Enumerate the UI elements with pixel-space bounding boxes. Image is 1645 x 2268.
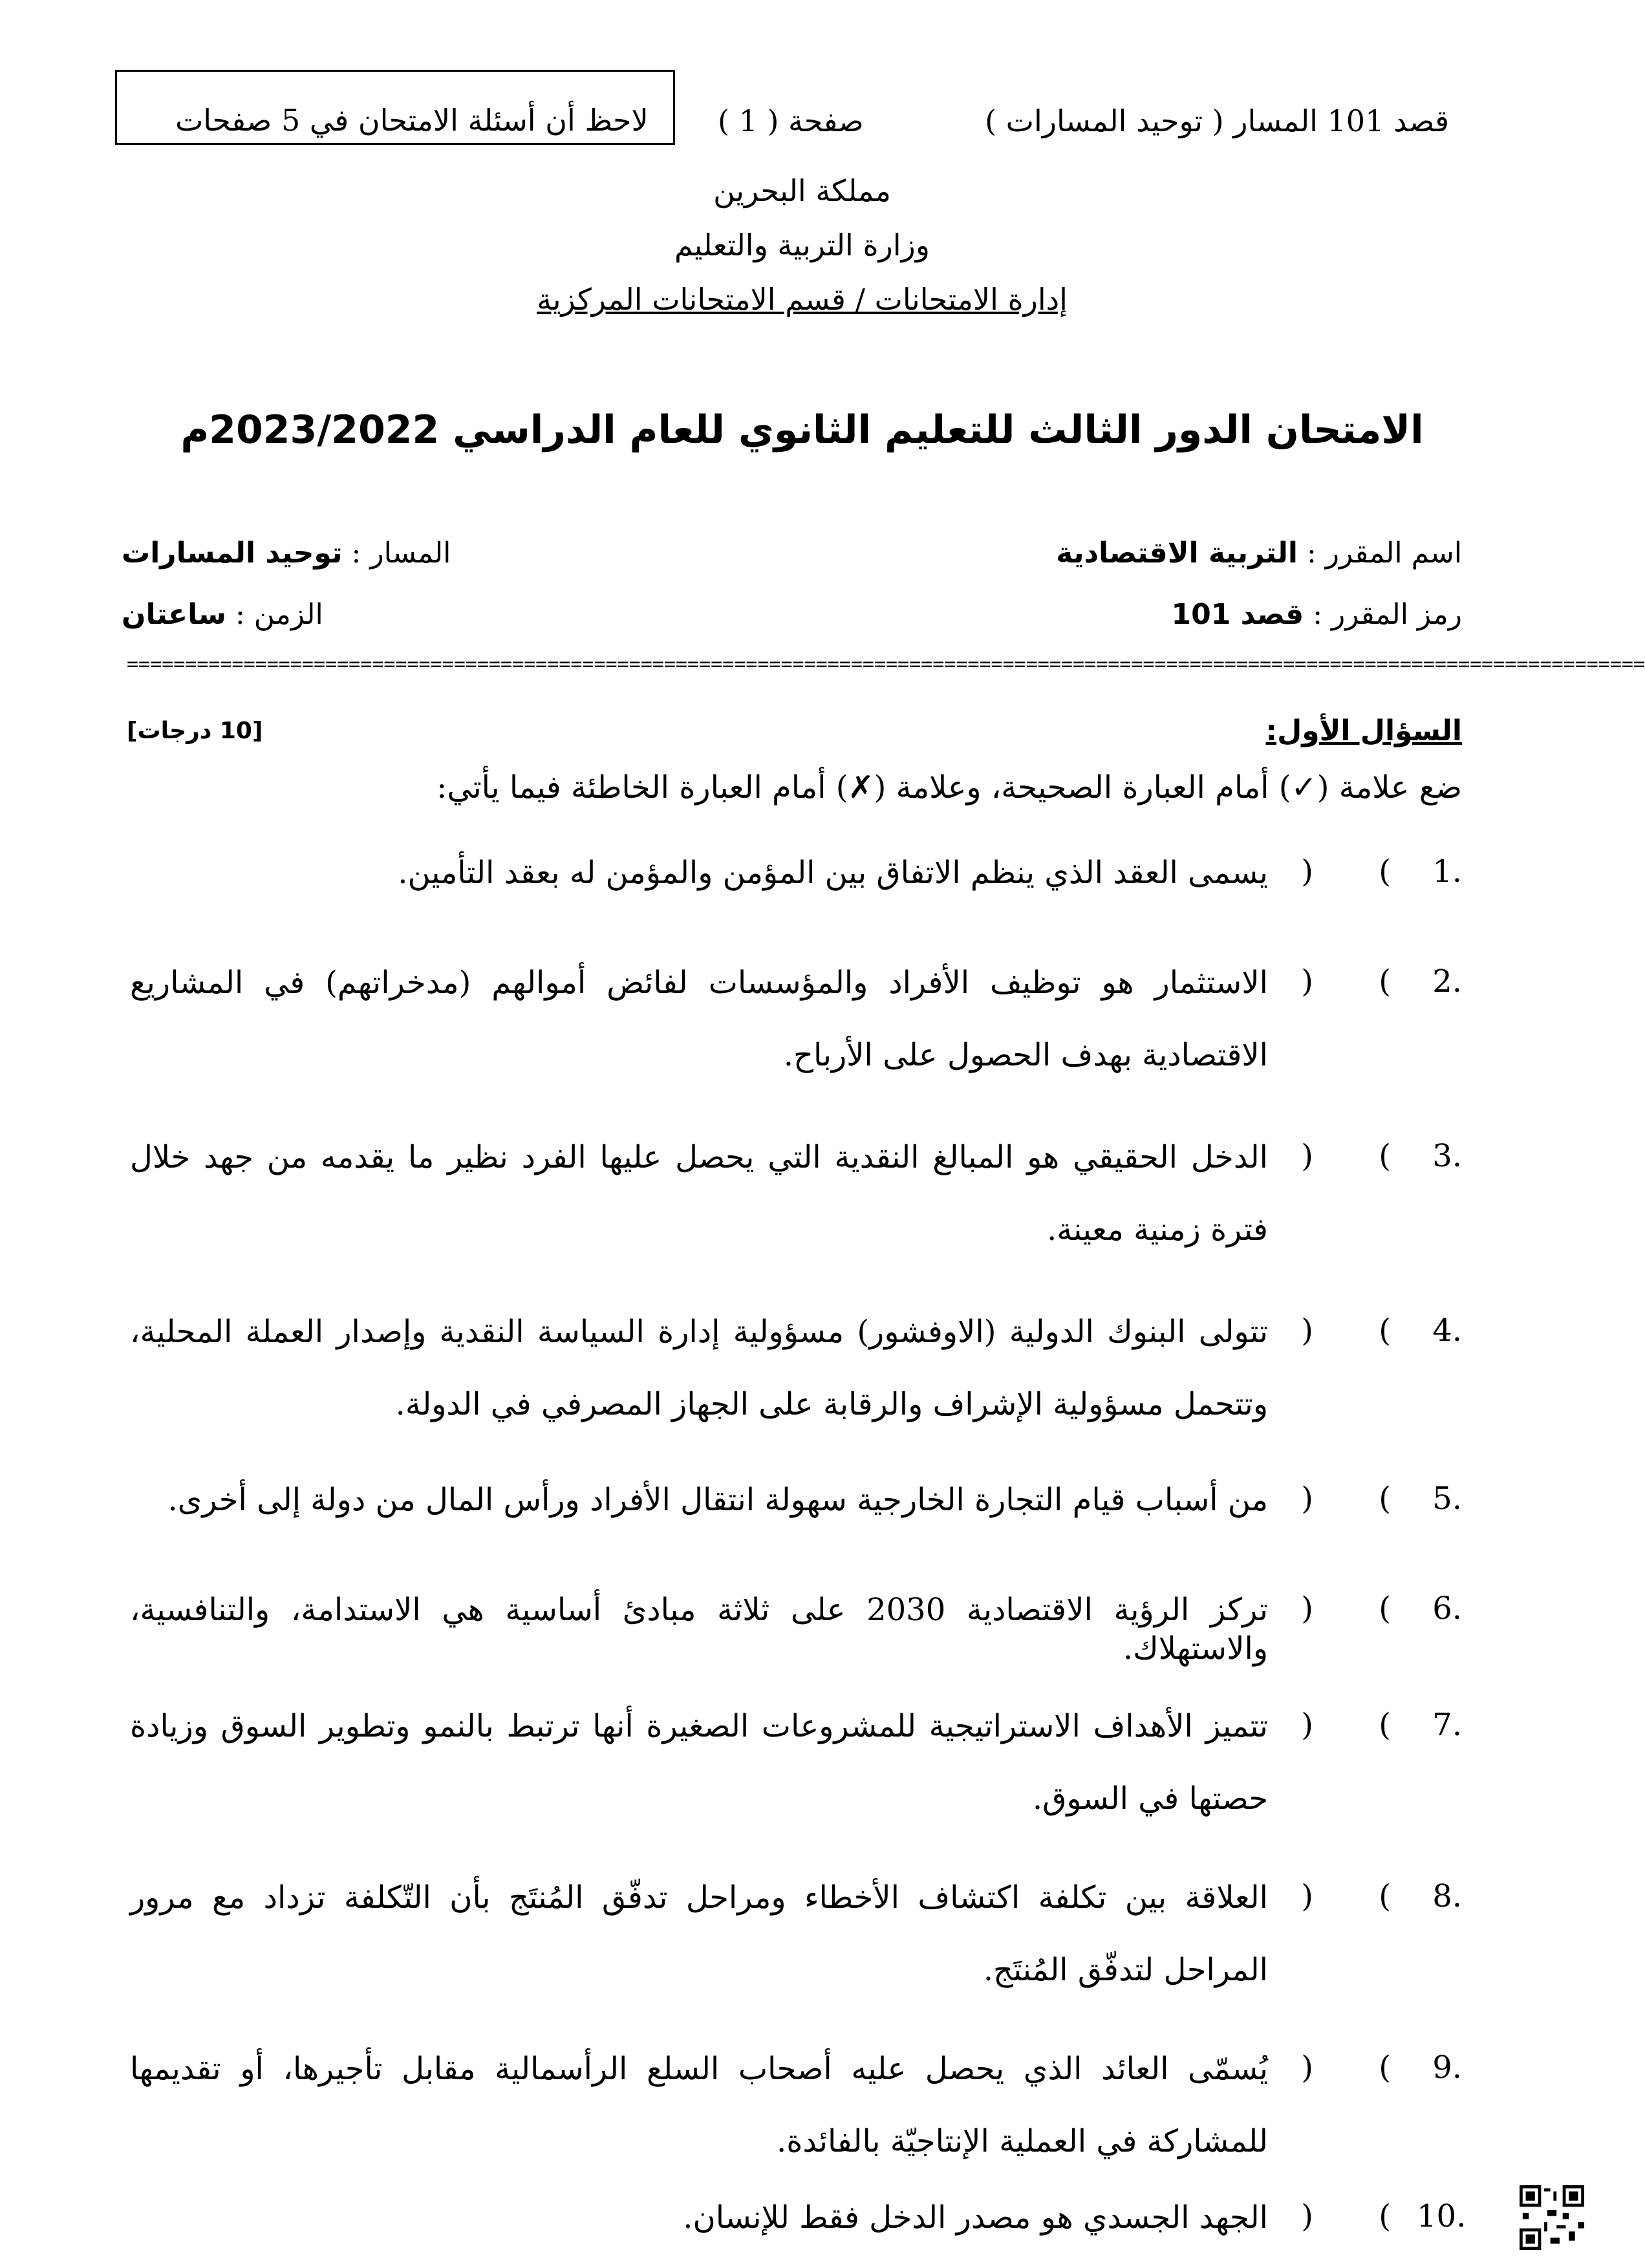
duration-label: الزمن : xyxy=(235,598,323,631)
qr-code-icon xyxy=(1520,2185,1584,2250)
item-text: تتولى البنوك الدولية (الاوفشور) مسؤولية إدارة السياسة النقدية وإصدار العملة المحلية، وتتحمل مسؤولية الإشراف والرقابة على الجهاز المصرفي في الدولة. xyxy=(130,1314,1268,1422)
answer-close-paren[interactable]: ) xyxy=(1301,853,1313,890)
item-number: 3. xyxy=(1432,1138,1462,1174)
course-code-value: قصد 101 xyxy=(1171,598,1304,631)
item-number: 9. xyxy=(1432,2049,1462,2086)
answer-close-paren[interactable]: ) xyxy=(1301,1707,1313,1743)
answer-close-paren[interactable]: ) xyxy=(1301,1590,1313,1627)
answer-open-paren[interactable]: ( xyxy=(1379,1878,1391,1914)
answer-open-paren[interactable]: ( xyxy=(1379,1312,1391,1349)
item-text: تتميز الأهداف الاستراتيجية للمشروعات الصغيرة أنها ترتبط بالنمو وتطوير السوق وزيادة حصتها في السوق. xyxy=(130,1708,1268,1817)
track-label: المسار : xyxy=(351,537,451,570)
duration-row xyxy=(122,598,323,631)
answer-close-paren[interactable]: ) xyxy=(1301,1481,1313,1517)
ministry-name: وزارة التربية والتعليم xyxy=(674,228,930,262)
item-text: الاستثمار هو توظيف الأفراد والمؤسسات لفائض أموالهم (مدخراتهم) في المشاريع الاقتصادية بهدف الحصول على الأرباح. xyxy=(130,965,1268,1073)
answer-open-paren[interactable]: ( xyxy=(1379,853,1391,890)
answer-close-paren[interactable]: ) xyxy=(1301,1312,1313,1349)
course-code-label: رمز المقرر : xyxy=(1313,598,1462,631)
exam-title: الامتحان الدور الثالث للتعليم الثانوي للعام الدراسي 2023/2022م xyxy=(180,407,1424,453)
item-number: 4. xyxy=(1432,1312,1462,1349)
item-number: 7. xyxy=(1432,1707,1462,1743)
item-number: 8. xyxy=(1432,1878,1462,1914)
header-course-track: قصد 101 المسار ( توحيد المسارات ) xyxy=(985,103,1449,138)
answer-close-paren[interactable]: ) xyxy=(1301,1878,1313,1914)
item-number: 10. xyxy=(1417,2198,1467,2234)
answer-open-paren[interactable]: ( xyxy=(1379,2198,1391,2234)
answer-close-paren[interactable]: ) xyxy=(1301,1138,1313,1174)
item-text: العلاقة بين تكلفة اكتشاف الأخطاء ومراحل تدفّق المُنتَج بأن التّكلفة تزداد مع مرور المراحل لتدفّق المُنتَج. xyxy=(130,1879,1268,1988)
answer-close-paren[interactable]: ) xyxy=(1301,963,1313,1000)
item-text: من أسباب قيام التجارة الخارجية سهولة انتقال الأفراد ورأس المال من دولة إلى أخرى. xyxy=(167,1482,1268,1518)
track-value: توحيد المسارات xyxy=(122,537,343,570)
notice-text: لاحظ أن أسئلة الامتحان في 5 صفحات xyxy=(175,103,649,138)
item-text: يسمى العقد الذي ينظم الاتفاق بين المؤمن والمؤمن له بعقد التأمين. xyxy=(398,855,1268,891)
answer-close-paren[interactable]: ) xyxy=(1301,2198,1313,2234)
kingdom-name: مملكة البحرين xyxy=(713,173,891,208)
answer-open-paren[interactable]: ( xyxy=(1379,1481,1391,1517)
separator-line: ================================================================================================================================== xyxy=(127,653,1645,676)
notice-box xyxy=(115,70,675,145)
course-name-row xyxy=(1056,537,1462,570)
item-number: 2. xyxy=(1432,963,1462,1000)
answer-open-paren[interactable]: ( xyxy=(1379,1590,1391,1627)
course-code-row xyxy=(1171,598,1462,631)
question-instruction: ضع علامة (✓) أمام العبارة الصحيحة، وعلامة (✗) أمام العبارة الخاطئة فيما يأتي: xyxy=(436,769,1462,806)
answer-close-paren[interactable]: ) xyxy=(1301,2049,1313,2086)
answer-open-paren[interactable]: ( xyxy=(1379,2049,1391,2086)
item-number: 6. xyxy=(1432,1590,1462,1627)
item-number: 1. xyxy=(1432,853,1462,890)
item-text: يُسمّى العائد الذي يحصل عليه أصحاب السلع الرأسمالية مقابل تأجيرها، أو تقديمها للمشاركة في العملية الإنتاجيّة بالفائدة. xyxy=(130,2051,1268,2159)
item-number: 5. xyxy=(1432,1481,1462,1517)
item-text: تركز الرؤية الاقتصادية 2030 على ثلاثة مبادئ أساسية هي الاستدامة، والتنافسية، والاستهلاك. xyxy=(130,1592,1269,1667)
duration-value: ساعتان xyxy=(122,598,226,631)
question-title: السؤال الأول: xyxy=(1265,714,1462,747)
item-text: الدخل الحقيقي هو المبالغ النقدية التي يحصل عليها الفرد نظير ما يقدمه من جهد خلال فترة زمنية معينة. xyxy=(130,1139,1268,1248)
department-name xyxy=(0,282,1604,317)
answer-open-paren[interactable]: ( xyxy=(1379,1707,1391,1743)
answer-open-paren[interactable]: ( xyxy=(1379,963,1391,1000)
department-text: إدارة الامتحانات / قسم الامتحانات المركزية xyxy=(537,282,1068,317)
question-marks: [10 درجات] xyxy=(127,718,263,744)
course-name-label: اسم المقرر : xyxy=(1306,537,1462,570)
track-row xyxy=(122,537,451,570)
course-name-value: التربية الاقتصادية xyxy=(1056,537,1298,570)
answer-open-paren[interactable]: ( xyxy=(1379,1138,1391,1174)
item-text: الجهد الجسدي هو مصدر الدخل فقط للإنسان. xyxy=(683,2199,1268,2236)
header-page-number: صفحة ( 1 ) xyxy=(718,103,864,138)
